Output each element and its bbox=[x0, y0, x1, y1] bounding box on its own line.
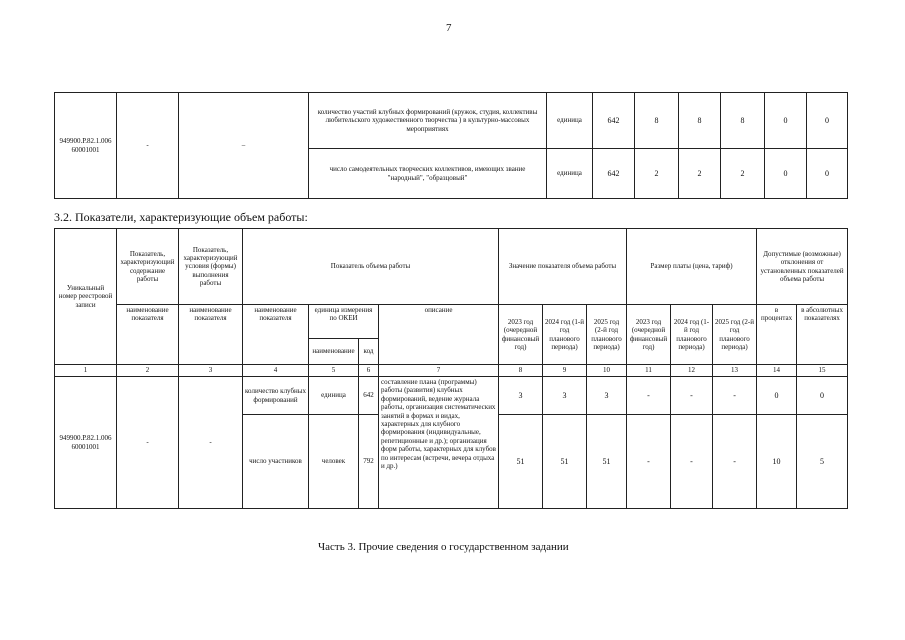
unit-cell: единица bbox=[547, 149, 593, 199]
header-percent: в процентах bbox=[757, 305, 797, 365]
value-2024-cell: 51 bbox=[543, 415, 587, 509]
header-absolute: в абсолютных показателях bbox=[797, 305, 848, 365]
header-content: Показатель, характеризующий содержание работы bbox=[117, 229, 179, 305]
unit-cell: единица bbox=[547, 93, 593, 149]
header-unique-number: Уникальный номер реестровой записи bbox=[55, 229, 117, 365]
deviation-percent-cell: 0 bbox=[765, 93, 807, 149]
value-2023-cell: 51 bbox=[499, 415, 543, 509]
header-value-2023: 2023 год (очередной финансовый год) bbox=[499, 305, 543, 365]
header-volume-indicator: Показатель объема работы bbox=[243, 229, 499, 305]
header-fee-2024: 2024 год (1-й год планового периода) bbox=[671, 305, 713, 365]
indicator-name-cell: количество участий клубных формирований (кружок, студия, коллективы любительского художественного творчества ) в культурно-массовых мероприятиях bbox=[309, 93, 547, 149]
content-cell: - bbox=[117, 377, 179, 509]
unit-cell: человек bbox=[309, 415, 359, 509]
value-2025-cell: 2 bbox=[721, 149, 765, 199]
deviation-absolute-cell: 0 bbox=[797, 377, 848, 415]
header-value-2024: 2024 год (1-й год планового периода) bbox=[543, 305, 587, 365]
header-value-2025: 2025 год (2-й год планового периода) bbox=[587, 305, 627, 365]
value-2024-cell: 8 bbox=[679, 93, 721, 149]
registry-id-cell: 949900.Р.82.1.006 60001001 bbox=[55, 93, 117, 199]
header-unit-okei: единица измерения по ОКЕИ bbox=[309, 305, 379, 339]
volume-name-cell: число участников bbox=[243, 415, 309, 509]
deviation-percent-cell: 0 bbox=[765, 149, 807, 199]
value-2025-cell: 8 bbox=[721, 93, 765, 149]
value-2023-cell: 8 bbox=[635, 93, 679, 149]
description-cell: составление плана (программы) работы (развития) клубных формирований, ведение журнала работы, организация систематических занятий в формах и видах, характерных для клубного формирования (индивидуальные, репетиционные и др.); организация форм работы, характерных для клубов по интересам (встречи, вечера отдыха и др.) bbox=[379, 377, 499, 509]
fee-2023-cell: - bbox=[627, 377, 671, 415]
index-cell: 1 bbox=[55, 365, 117, 377]
index-cell: 8 bbox=[499, 365, 543, 377]
code-cell: 642 bbox=[359, 377, 379, 415]
header-conditions-name: наименование показателя bbox=[179, 305, 243, 365]
header-volume-name: наименование показателя bbox=[243, 305, 309, 365]
fee-2024-cell: - bbox=[671, 415, 713, 509]
index-cell: 5 bbox=[309, 365, 359, 377]
index-cell: 13 bbox=[713, 365, 757, 377]
conditions-cell: - bbox=[179, 377, 243, 509]
index-cell: 3 bbox=[179, 365, 243, 377]
deviation-absolute-cell: 5 bbox=[797, 415, 848, 509]
part-title: Часть 3. Прочие сведения о государственном задании bbox=[318, 541, 569, 553]
content-cell: - bbox=[117, 93, 179, 199]
value-2024-cell: 3 bbox=[543, 377, 587, 415]
header-conditions: Показатель, характеризующий условия (формы) выполнения работы bbox=[179, 229, 243, 305]
deviation-percent-cell: 0 bbox=[757, 377, 797, 415]
section-title: 3.2. Показатели, характеризующие объем работы: bbox=[54, 210, 308, 224]
index-cell: 14 bbox=[757, 365, 797, 377]
volume-indicators-table bbox=[54, 228, 848, 509]
header-content-name: наименование показателя bbox=[117, 305, 179, 365]
fee-2023-cell: - bbox=[627, 415, 671, 509]
value-2023-cell: 3 bbox=[499, 377, 543, 415]
index-cell: 9 bbox=[543, 365, 587, 377]
code-cell: 792 bbox=[359, 415, 379, 509]
index-cell: 12 bbox=[671, 365, 713, 377]
code-cell: 642 bbox=[593, 149, 635, 199]
code-cell: 642 bbox=[593, 93, 635, 149]
header-description: описание bbox=[379, 305, 499, 365]
header-fee-2025: 2025 год (2-й год планового периода) bbox=[713, 305, 757, 365]
index-cell: 15 bbox=[797, 365, 848, 377]
unit-cell: единица bbox=[309, 377, 359, 415]
header-code: код bbox=[359, 339, 379, 365]
continuation-table bbox=[54, 92, 848, 199]
page-number: 7 bbox=[446, 22, 452, 34]
conditions-cell: – bbox=[179, 93, 309, 199]
fee-2024-cell: - bbox=[671, 377, 713, 415]
index-cell: 11 bbox=[627, 365, 671, 377]
header-fee: Размер платы (цена, тариф) bbox=[627, 229, 757, 305]
header-fee-2023: 2023 год (очередной финансовый год) bbox=[627, 305, 671, 365]
header-deviation: Допустимые (возможные) отклонения от установленных показателей объема работы bbox=[757, 229, 848, 305]
deviation-absolute-cell: 0 bbox=[807, 93, 848, 149]
value-2023-cell: 2 bbox=[635, 149, 679, 199]
header-unit-name: наименование bbox=[309, 339, 359, 365]
value-2025-cell: 3 bbox=[587, 377, 627, 415]
index-cell: 6 bbox=[359, 365, 379, 377]
value-2024-cell: 2 bbox=[679, 149, 721, 199]
fee-2025-cell: - bbox=[713, 415, 757, 509]
registry-id-cell: 949900.Р.82.1.006 60001001 bbox=[55, 377, 117, 509]
deviation-absolute-cell: 0 bbox=[807, 149, 848, 199]
deviation-percent-cell: 10 bbox=[757, 415, 797, 509]
volume-name-cell: количество клубных формирований bbox=[243, 377, 309, 415]
value-2025-cell: 51 bbox=[587, 415, 627, 509]
fee-2025-cell: - bbox=[713, 377, 757, 415]
index-cell: 10 bbox=[587, 365, 627, 377]
indicator-name-cell: число самодеятельных творческих коллективов, имеющих звание "народный", "образцовый" bbox=[309, 149, 547, 199]
header-volume-value: Значение показателя объема работы bbox=[499, 229, 627, 305]
index-cell: 2 bbox=[117, 365, 179, 377]
index-cell: 4 bbox=[243, 365, 309, 377]
index-cell: 7 bbox=[379, 365, 499, 377]
